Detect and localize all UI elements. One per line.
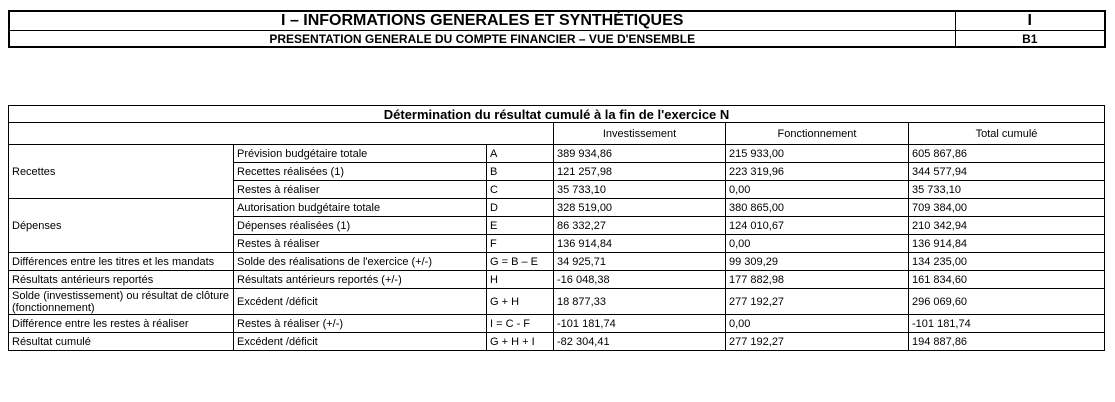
- value-cell: -101 181,74: [554, 315, 726, 333]
- table-row: [9, 289, 1105, 315]
- row-code: E: [487, 217, 554, 235]
- table-row: [9, 315, 1105, 333]
- row-label: Résultats antérieurs reportés (+/-): [234, 271, 487, 289]
- value-cell: 380 865,00: [726, 199, 909, 217]
- value-cell: 0,00: [726, 181, 909, 199]
- row-group-label: Recettes: [9, 145, 234, 199]
- page-code: B1: [955, 31, 1105, 48]
- row-code: D: [487, 199, 554, 217]
- value-cell: 161 834,60: [909, 271, 1105, 289]
- value-cell: 215 933,00: [726, 145, 909, 163]
- value-cell: 328 519,00: [554, 199, 726, 217]
- row-label: Excédent /déficit: [234, 333, 487, 351]
- row-label: Autorisation budgétaire totale: [234, 199, 487, 217]
- value-cell: 0,00: [726, 315, 909, 333]
- value-cell: 99 309,29: [726, 253, 909, 271]
- value-cell: 389 934,86: [554, 145, 726, 163]
- row-code: I = C - F: [487, 315, 554, 333]
- value-cell: 18 877,33: [554, 289, 726, 315]
- row-group-label: Différences entre les titres et les mandats: [9, 253, 234, 271]
- row-group-label: Différence entre les restes à réaliser: [9, 315, 234, 333]
- row-code: A: [487, 145, 554, 163]
- value-cell: 223 319,96: [726, 163, 909, 181]
- row-label: Excédent /déficit: [234, 289, 487, 315]
- row-label: Restes à réaliser (+/-): [234, 315, 487, 333]
- row-label: Restes à réaliser: [234, 181, 487, 199]
- value-cell: -101 181,74: [909, 315, 1105, 333]
- row-group-label: Résultats antérieurs reportés: [9, 271, 234, 289]
- row-code: H: [487, 271, 554, 289]
- row-label: Prévision budgétaire totale: [234, 145, 487, 163]
- table-row: [9, 199, 1105, 217]
- section-code: I: [955, 11, 1105, 31]
- value-cell: 177 882,98: [726, 271, 909, 289]
- row-label: Solde des réalisations de l'exercice (+/-): [234, 253, 487, 271]
- table-row: [9, 145, 1105, 163]
- row-label: Recettes réalisées (1): [234, 163, 487, 181]
- value-cell: 136 914,84: [909, 235, 1105, 253]
- row-code: C: [487, 181, 554, 199]
- row-code: G + H + I: [487, 333, 554, 351]
- value-cell: -16 048,38: [554, 271, 726, 289]
- column-header-investissement: Investissement: [554, 123, 726, 145]
- page-title: PRESENTATION GENERALE DU COMPTE FINANCIER – VUE D'ENSEMBLE: [9, 31, 955, 48]
- value-cell: 194 887,86: [909, 333, 1105, 351]
- result-table: [8, 105, 1105, 351]
- table-title: Détermination du résultat cumulé à la fin de l'exercice N: [9, 106, 1105, 123]
- value-cell: 136 914,84: [554, 235, 726, 253]
- row-code: G = B – E: [487, 253, 554, 271]
- value-cell: 134 235,00: [909, 253, 1105, 271]
- row-group-label: Dépenses: [9, 199, 234, 253]
- value-cell: 709 384,00: [909, 199, 1105, 217]
- row-label: Restes à réaliser: [234, 235, 487, 253]
- table-row: [9, 333, 1105, 351]
- value-cell: 0,00: [726, 235, 909, 253]
- row-code: F: [487, 235, 554, 253]
- row-code: G + H: [487, 289, 554, 315]
- value-cell: -82 304,41: [554, 333, 726, 351]
- row-group-label: Solde (investissement) ou résultat de clôture (fonctionnement): [9, 289, 234, 315]
- value-cell: 34 925,71: [554, 253, 726, 271]
- table-row: [9, 271, 1105, 289]
- value-cell: 210 342,94: [909, 217, 1105, 235]
- value-cell: 296 069,60: [909, 289, 1105, 315]
- value-cell: 124 010,67: [726, 217, 909, 235]
- value-cell: 344 577,94: [909, 163, 1105, 181]
- column-header-fonctionnement: Fonctionnement: [726, 123, 909, 145]
- section-title: I – INFORMATIONS GENERALES ET SYNTHÉTIQUES: [9, 11, 955, 31]
- row-code: B: [487, 163, 554, 181]
- table-row: [9, 253, 1105, 271]
- value-cell: 35 733,10: [554, 181, 726, 199]
- value-cell: 277 192,27: [726, 333, 909, 351]
- blank-header-cell: [9, 123, 554, 145]
- column-header-total: Total cumulé: [909, 123, 1105, 145]
- value-cell: 277 192,27: [726, 289, 909, 315]
- header-table: [8, 10, 1106, 48]
- value-cell: 35 733,10: [909, 181, 1105, 199]
- value-cell: 121 257,98: [554, 163, 726, 181]
- value-cell: 86 332,27: [554, 217, 726, 235]
- row-label: Dépenses réalisées (1): [234, 217, 487, 235]
- row-group-label: Résultat cumulé: [9, 333, 234, 351]
- value-cell: 605 867,86: [909, 145, 1105, 163]
